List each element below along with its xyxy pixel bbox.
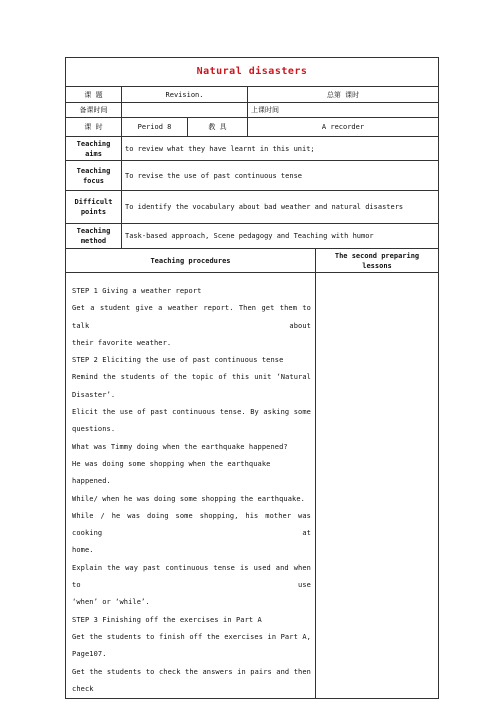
second-preparing-body (316, 273, 439, 699)
procedures-body (66, 273, 316, 699)
tool-label: 教 具 (188, 118, 248, 137)
procedure-line: Disaster’. (72, 390, 116, 399)
aims-label: Teaching aims (66, 137, 122, 161)
procedure-line: questions. (72, 425, 116, 434)
lesson-plan-table (65, 57, 439, 699)
focus-value: To revise the use of past continuous tense (122, 161, 439, 191)
method-value: Task-based approach, Scene pedagogy and Teaching with humor (122, 224, 439, 249)
procedure-line: Get a student give a weather report. Then get them to talk about (72, 304, 311, 330)
procedure-line: their favorite weather. (72, 338, 172, 347)
procedure-line: Elicit the use of past continuous tense. By asking some (72, 408, 311, 417)
procedure-line: While / he was doing some shopping, his mother was cooking at (72, 511, 311, 538)
procedure-line: Get the students to check the answers in pairs and then check (72, 667, 311, 693)
prep-time-value (122, 103, 248, 118)
procedure-line: What was Timmy doing when the earthquake happened? (72, 442, 288, 451)
procedure-line: He was doing some shopping when the earthquake happened. (72, 459, 271, 486)
period-label: 课 时 (66, 118, 122, 137)
procedure-line: ‘when’ or ‘while’. (72, 598, 150, 607)
procedure-line: STEP 1 Giving a weather report (72, 287, 202, 295)
document-title: Natural disasters (196, 66, 308, 77)
procedure-line: home. (72, 546, 94, 555)
procedure-line: Explain the way past continuous tense is used and when to use (72, 563, 311, 590)
procedures-header: Teaching procedures (66, 249, 316, 273)
difficult-value: To identify the vocabulary about bad weather and natural disasters (122, 191, 439, 224)
procedure-line: STEP 2 Eliciting the use of past continuous tense (72, 356, 284, 365)
aims-value: to review what they have learnt in this unit; (122, 137, 439, 161)
procedure-line: While/ when he was doing some shopping the earthquake. (72, 494, 305, 503)
procedure-line: Remind the students of the topic of this unit ‘Natural (72, 373, 311, 382)
focus-label: Teaching focus (66, 161, 122, 191)
procedure-line: STEP 3 Finishing off the exercises in Part A (72, 615, 262, 624)
method-label: Teaching method (66, 224, 122, 249)
period-value: Period 8 (122, 118, 188, 137)
topic-label: 课 题 (66, 87, 122, 103)
procedure-line: Get the students to finish off the exercises in Part A, Page107. (72, 632, 311, 659)
prep-time-label: 备课时间 (66, 103, 122, 118)
title-cell (66, 58, 439, 87)
class-time-label: 上课时间 (248, 103, 439, 118)
difficult-label: Difficult points (66, 191, 122, 224)
total-period-label: 总第 课时 (248, 87, 439, 103)
topic-value: Revision. (122, 87, 248, 103)
second-preparing-header: The second preparing lessons (316, 249, 439, 273)
tool-value: A recorder (248, 118, 439, 137)
